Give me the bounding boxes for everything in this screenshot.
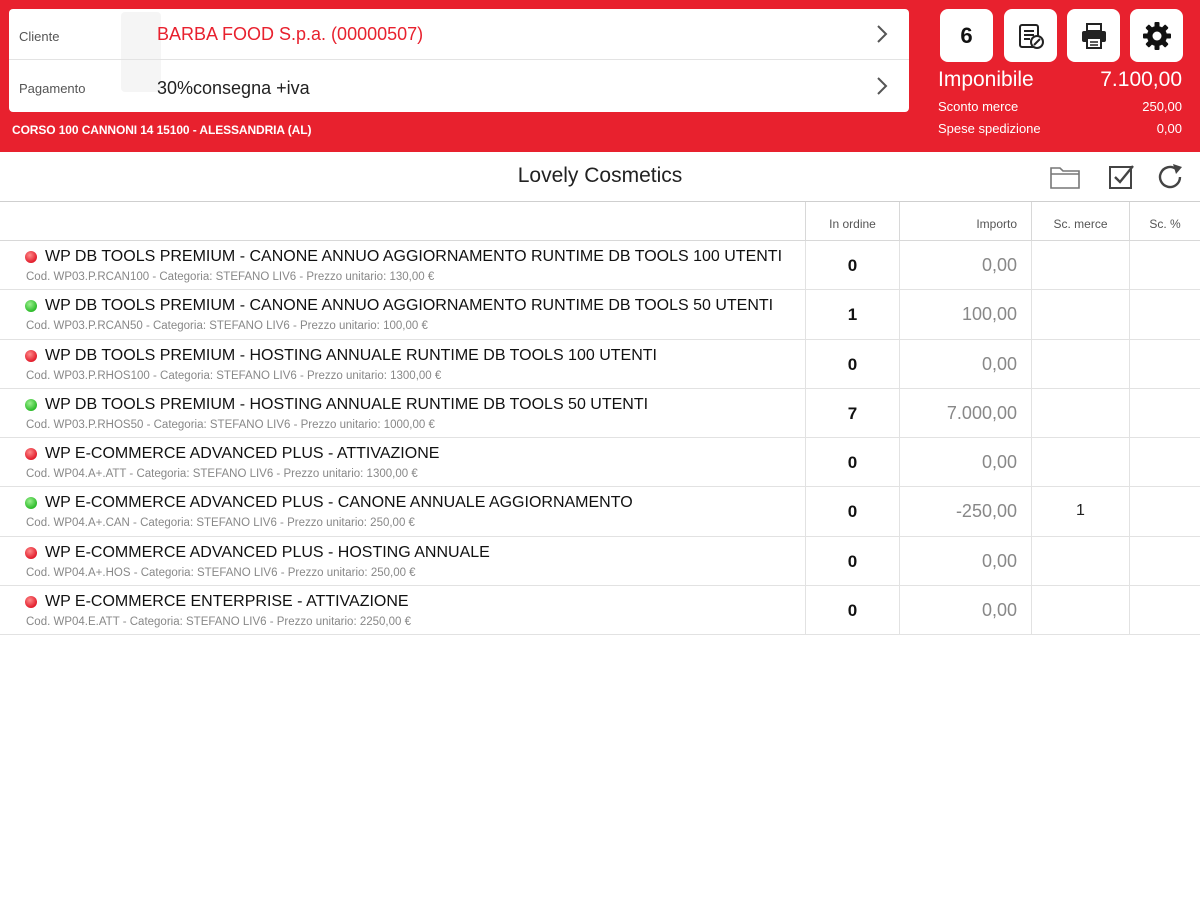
- folder-icon[interactable]: [1049, 162, 1081, 192]
- discount-goods-cell[interactable]: [1031, 241, 1129, 289]
- quantity-cell[interactable]: 7: [805, 389, 899, 437]
- sconto-value: 250,00: [1142, 99, 1182, 114]
- column-header: Sc. %: [1129, 202, 1200, 241]
- product-name: WP DB TOOLS PREMIUM - HOSTING ANNUALE RUNTIME DB TOOLS 100 UTENTI: [45, 346, 657, 364]
- product-details: Cod. WP04.A+.HOS - Categoria: STEFANO LIV6 - Prezzo unitario: 250,00 €: [26, 566, 416, 579]
- totals-panel: [938, 66, 1182, 140]
- status-dot-icon: [25, 547, 37, 559]
- header-bar: [0, 0, 1200, 152]
- product-name: WP DB TOOLS PREMIUM - CANONE ANNUO AGGIORNAMENTO RUNTIME DB TOOLS 100 UTENTI: [45, 248, 783, 265]
- status-dot-icon: [25, 596, 37, 608]
- product-details: Cod. WP03.P.RCAN100 - Categoria: STEFANO LIV6 - Prezzo unitario: 130,00 €: [26, 271, 435, 283]
- discount-percent-cell[interactable]: [1129, 241, 1200, 289]
- table-row[interactable]: [0, 241, 1200, 290]
- product-details: Cod. WP03.P.RHOS100 - Categoria: STEFANO LIV6 - Prezzo unitario: 1300,00 €: [26, 369, 442, 382]
- quantity-cell[interactable]: 0: [805, 487, 899, 535]
- table-row[interactable]: [0, 340, 1200, 389]
- discount-goods-cell[interactable]: [1031, 389, 1129, 437]
- quantity-cell[interactable]: 0: [805, 438, 899, 486]
- payment-value: 30%consegna +iva: [157, 78, 310, 98]
- table-row[interactable]: [0, 290, 1200, 339]
- payment-label: Pagamento: [19, 81, 86, 96]
- spese-label: Spese spedizione: [938, 121, 1041, 136]
- discount-goods-cell[interactable]: [1031, 438, 1129, 486]
- discount-percent-cell[interactable]: [1129, 586, 1200, 634]
- status-dot-icon: [25, 399, 37, 411]
- table-row[interactable]: [0, 586, 1200, 635]
- column-header: In ordine: [805, 202, 899, 241]
- discount-goods-cell[interactable]: [1031, 340, 1129, 388]
- discount-goods-cell[interactable]: [1031, 290, 1129, 338]
- client-row[interactable]: [9, 9, 909, 60]
- quantity-cell[interactable]: 1: [805, 290, 899, 338]
- status-dot-icon: [25, 251, 37, 263]
- settings-button[interactable]: [1130, 9, 1183, 62]
- discount-percent-cell[interactable]: [1129, 290, 1200, 338]
- amount-cell: 0,00: [899, 241, 1031, 289]
- product-name: WP E-COMMERCE ADVANCED PLUS - CANONE ANNUALE AGGIORNAMENTO: [45, 494, 633, 512]
- discount-percent-cell[interactable]: [1129, 537, 1200, 585]
- amount-cell: 100,00: [899, 290, 1031, 338]
- products-table: [0, 202, 1200, 635]
- print-button[interactable]: [1067, 9, 1120, 62]
- status-dot-icon: [25, 350, 37, 362]
- quantity-cell[interactable]: 0: [805, 241, 899, 289]
- notes-button[interactable]: [1004, 9, 1057, 62]
- refresh-icon[interactable]: [1155, 162, 1187, 192]
- product-name: WP E-COMMERCE ADVANCED PLUS - HOSTING ANNUALE: [45, 543, 490, 561]
- catalog-toolbar: [0, 152, 1200, 202]
- product-details: Cod. WP03.P.RHOS50 - Categoria: STEFANO LIV6 - Prezzo unitario: 1000,00 €: [26, 418, 435, 431]
- product-name: WP DB TOOLS PREMIUM - CANONE ANNUO AGGIORNAMENTO RUNTIME DB TOOLS 50 UTENTI: [45, 297, 774, 315]
- amount-cell: 0,00: [899, 537, 1031, 585]
- document-edit-icon: [1016, 21, 1046, 51]
- table-row[interactable]: [0, 537, 1200, 586]
- printer-icon: [1079, 21, 1109, 51]
- product-details: Cod. WP04.A+.CAN - Categoria: STEFANO LIV6 - Prezzo unitario: 250,00 €: [26, 517, 415, 530]
- client-label: Cliente: [19, 29, 60, 44]
- discount-percent-cell[interactable]: [1129, 438, 1200, 486]
- quantity-cell[interactable]: 0: [805, 537, 899, 585]
- table-header: [0, 202, 1200, 241]
- spese-value: 0,00: [1156, 121, 1182, 136]
- imponibile-label: Imponibile: [938, 68, 1034, 91]
- catalog-title: Lovely Cosmetics: [517, 164, 683, 187]
- amount-cell: -250,00: [899, 487, 1031, 535]
- table-row[interactable]: [0, 389, 1200, 438]
- table-body: [0, 241, 1200, 635]
- amount-cell: 0,00: [899, 586, 1031, 634]
- amount-cell: 7.000,00: [899, 389, 1031, 437]
- discount-percent-cell[interactable]: [1129, 389, 1200, 437]
- table-row[interactable]: [0, 438, 1200, 487]
- sconto-label: Sconto merce: [938, 99, 1019, 114]
- status-dot-icon: [25, 300, 37, 312]
- chevron-right-icon: [875, 23, 889, 45]
- gear-icon: [1141, 20, 1173, 52]
- product-name: WP DB TOOLS PREMIUM - HOSTING ANNUALE RUNTIME DB TOOLS 50 UTENTI: [45, 395, 649, 413]
- column-header: Sc. merce: [1031, 202, 1129, 241]
- chevron-right-icon: [875, 75, 889, 97]
- client-card: [9, 9, 909, 112]
- discount-percent-cell[interactable]: [1129, 340, 1200, 388]
- discount-percent-cell[interactable]: [1129, 487, 1200, 535]
- product-details: Cod. WP04.A+.ATT - Categoria: STEFANO LIV6 - Prezzo unitario: 1300,00 €: [26, 468, 418, 481]
- discount-goods-cell[interactable]: [1031, 586, 1129, 634]
- product-details: Cod. WP03.P.RCAN50 - Categoria: STEFANO LIV6 - Prezzo unitario: 100,00 €: [26, 320, 428, 333]
- imponibile-value: 7.100,00: [1100, 68, 1182, 91]
- amount-cell: 0,00: [899, 438, 1031, 486]
- product-name: WP E-COMMERCE ADVANCED PLUS - ATTIVAZIONE: [45, 445, 440, 463]
- discount-goods-cell[interactable]: 1: [1031, 487, 1129, 535]
- count-button[interactable]: 6: [940, 9, 993, 62]
- client-address: CORSO 100 CANNONI 14 15100 - ALESSANDRIA (AL): [12, 123, 312, 137]
- quantity-cell[interactable]: 0: [805, 586, 899, 634]
- table-row[interactable]: [0, 487, 1200, 536]
- status-dot-icon: [25, 497, 37, 509]
- amount-cell: 0,00: [899, 340, 1031, 388]
- discount-goods-cell[interactable]: [1031, 537, 1129, 585]
- column-header: Importo: [899, 202, 1031, 241]
- payment-row[interactable]: [9, 61, 909, 112]
- quantity-cell[interactable]: 0: [805, 340, 899, 388]
- client-value: BARBA FOOD S.p.a. (00000507): [157, 24, 424, 44]
- product-details: Cod. WP04.E.ATT - Categoria: STEFANO LIV6 - Prezzo unitario: 2250,00 €: [26, 616, 411, 629]
- status-dot-icon: [25, 448, 37, 460]
- product-name: WP E-COMMERCE ENTERPRISE - ATTIVAZIONE: [45, 593, 409, 611]
- checkbox-icon[interactable]: [1106, 162, 1138, 192]
